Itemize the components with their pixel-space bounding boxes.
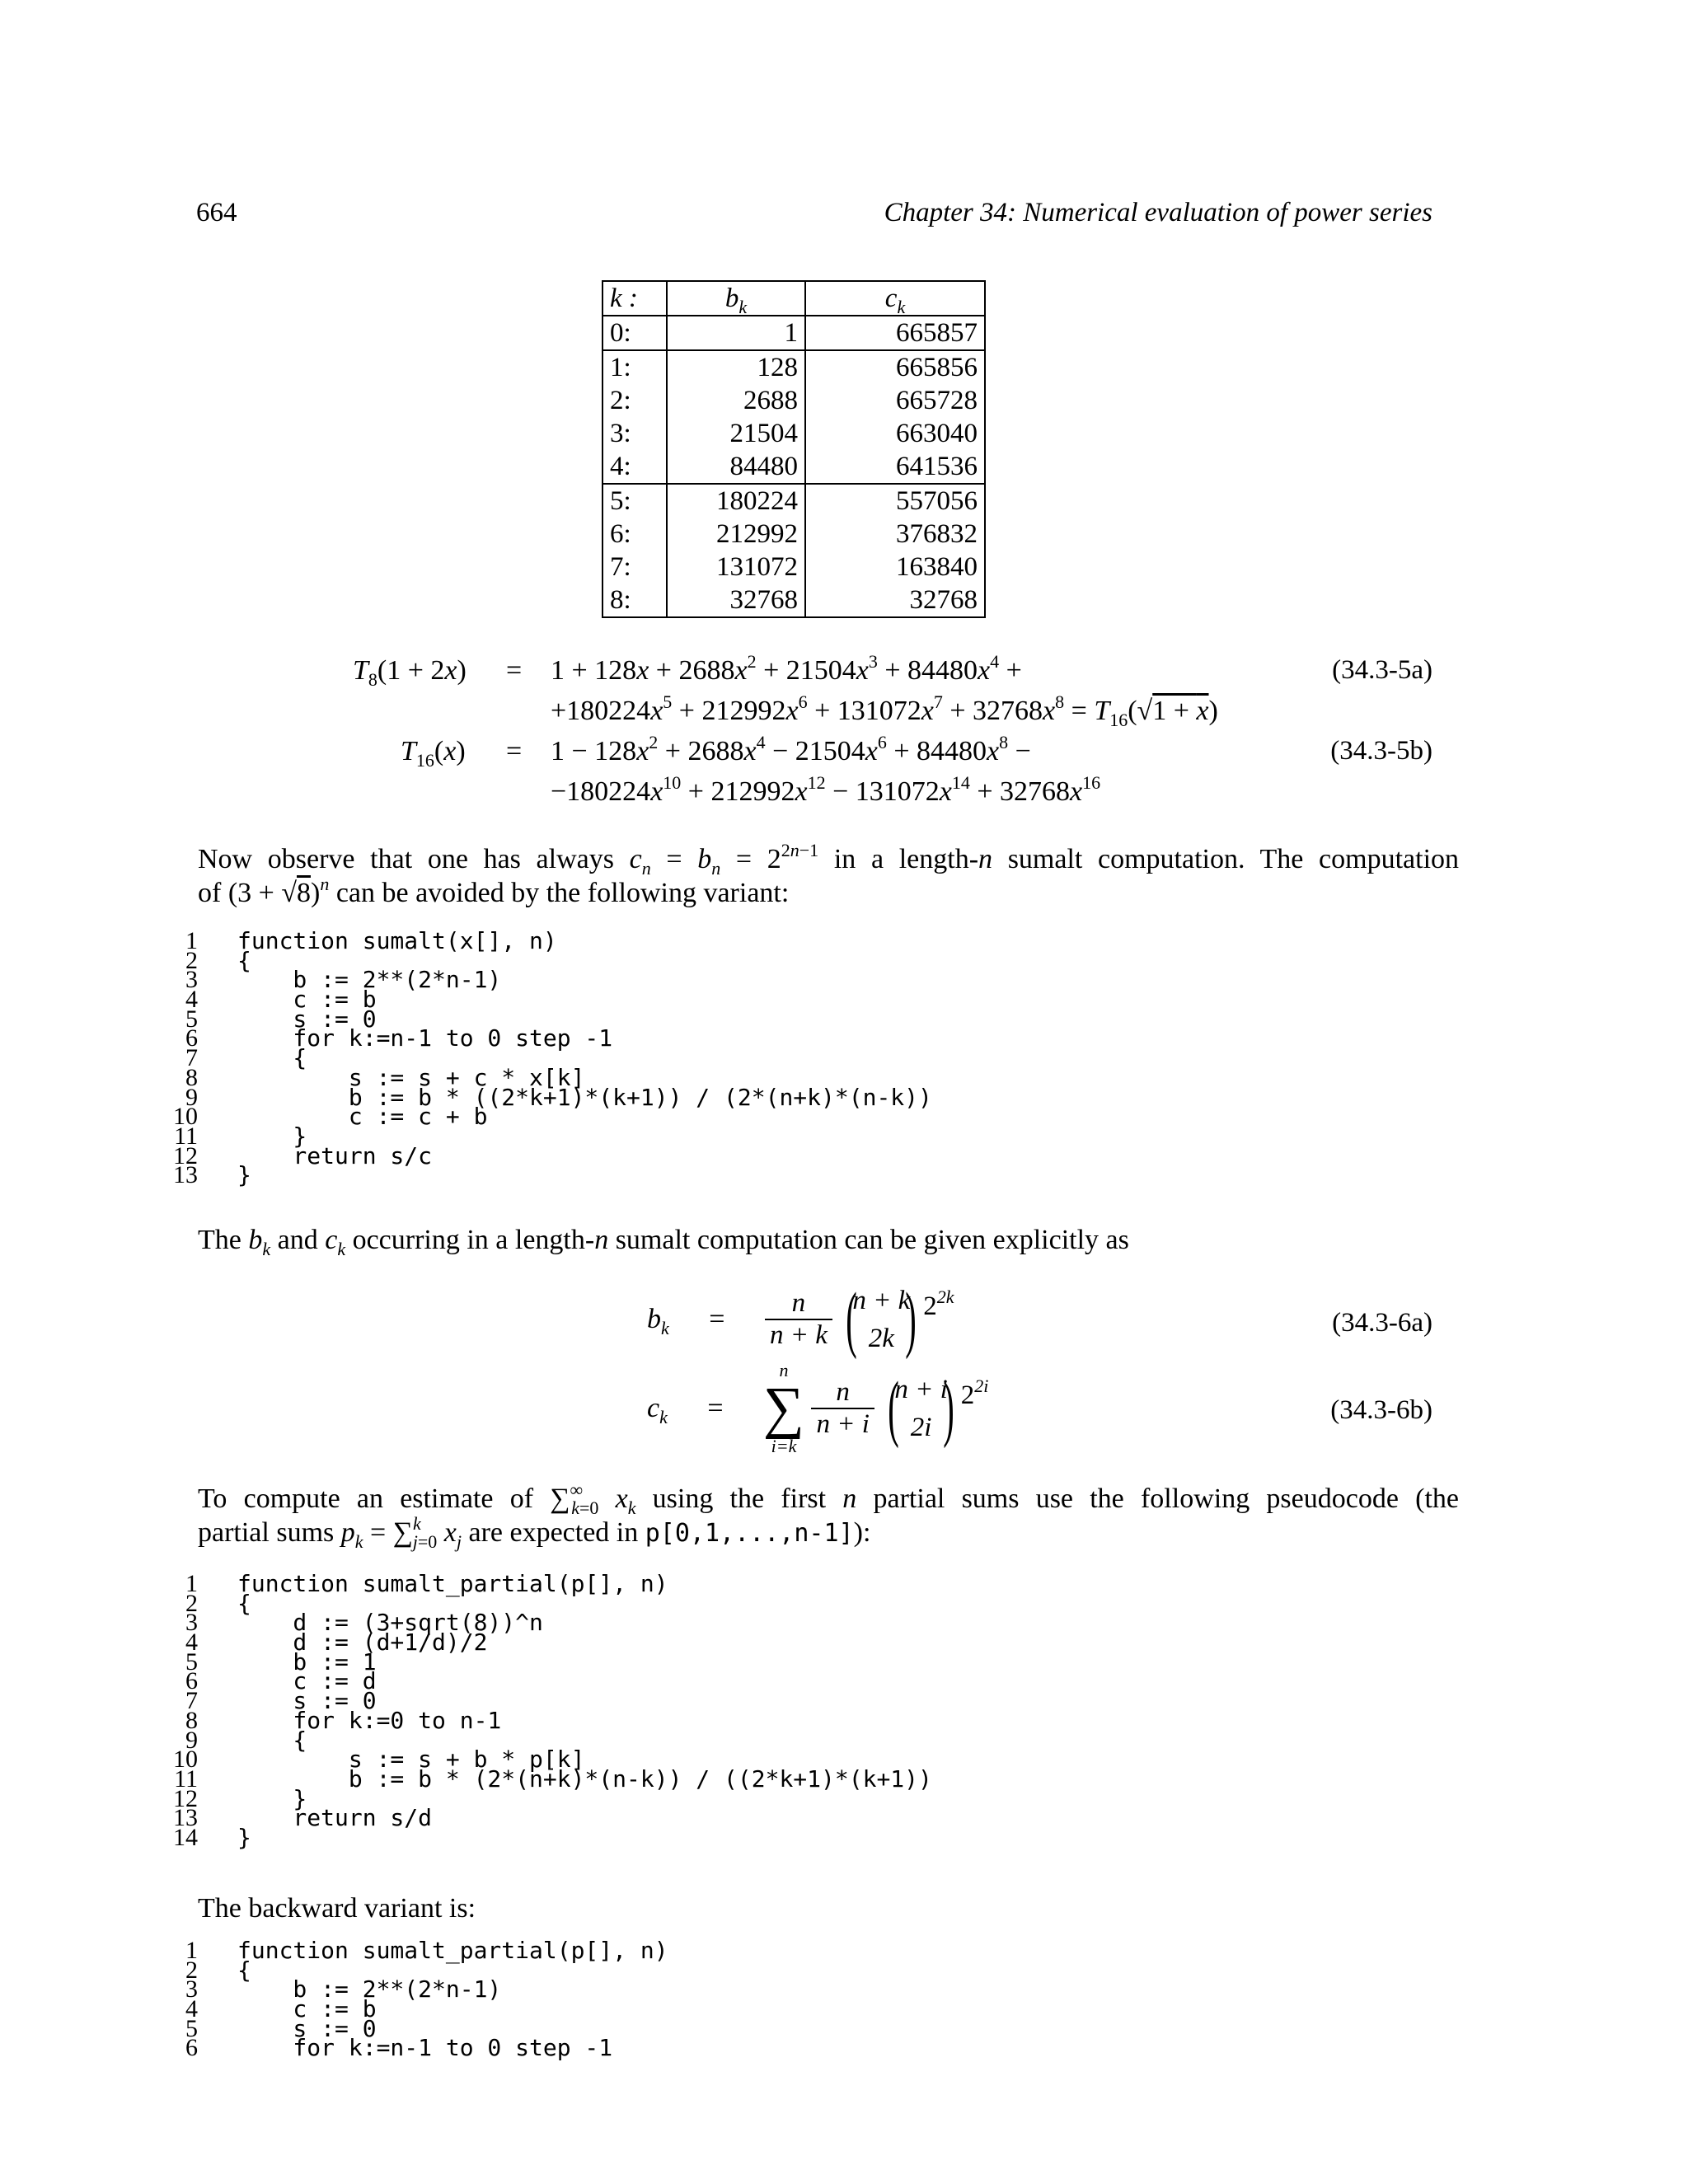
code-text: c := d [237, 1667, 377, 1695]
line-number: 11 [174, 1122, 198, 1150]
code-text: b := 2**(2*n-1) [237, 966, 502, 994]
table-cell-k: 3: [603, 417, 667, 450]
code-text: b := b * ((2*k+1)*(k+1)) / (2*(n+k)*(n-k)) [237, 1083, 932, 1111]
line-number: 5 [185, 2014, 198, 2042]
table-cell-b: 212992 [667, 518, 805, 551]
table-row [603, 583, 985, 617]
line-number: 13 [173, 1161, 198, 1189]
code-text: } [237, 1122, 307, 1150]
line-number: 4 [185, 1629, 198, 1657]
line-number: 2 [185, 1589, 198, 1617]
table-cell-k: 5: [603, 484, 667, 518]
code-text: c := c + b [237, 1103, 488, 1131]
code-text: for k:=0 to n-1 [237, 1706, 502, 1734]
line-number: 10 [173, 1746, 198, 1774]
line-number: 5 [185, 1005, 198, 1033]
code-text: c := b [237, 986, 377, 1014]
code-text: d := (d+1/d)/2 [237, 1629, 488, 1657]
line-number: 6 [185, 1667, 198, 1695]
table-cell-c: 163840 [805, 551, 985, 583]
code-text: { [237, 946, 251, 974]
bk-ck-table [602, 280, 986, 618]
table-cell-b: 84480 [667, 450, 805, 484]
line-number: 3 [185, 1609, 198, 1637]
eq5a-line2: $+180224x^5 + 212992x^6 + 131072x^7 + 32768x^8 = T_{16}(√1 + x)$ [551, 691, 1218, 730]
paragraph-partial-sums: To compute an estimate of $\sum^\infty_{k=0}$ $x_k$ using the first n partial sums use the following pseudocode (the partial sums $p_k = \sum^k_{j=0}$ $x_j$ are expected in p[0,1,...,n-1]): [198, 1479, 1459, 1552]
line-number: 13 [173, 1804, 198, 1832]
table-body [603, 316, 985, 617]
code-line [171, 927, 932, 954]
code-text: { [237, 1726, 307, 1754]
table-cell-b: 2688 [667, 384, 805, 417]
code-text: for k:=n-1 to 0 step -1 [237, 2034, 613, 2062]
line-number: 12 [173, 1784, 198, 1812]
code-listing-sumalt-partial [171, 1570, 932, 1851]
code-text: b := 1 [237, 1647, 377, 1675]
table-cell-k: 1: [603, 350, 667, 384]
line-number: 1 [185, 927, 198, 954]
line-number: 6 [185, 1024, 198, 1052]
line-number: 14 [173, 1823, 198, 1851]
line-number: 8 [185, 1706, 198, 1734]
line-number: 4 [185, 1995, 198, 2023]
table-header-b: $b_k$ [667, 281, 805, 316]
code-text: function sumalt(x[], n) [237, 927, 557, 954]
code-text: } [237, 1823, 251, 1851]
table-cell-b: 32768 [667, 583, 805, 617]
code-text: } [237, 1784, 307, 1812]
line-number: 12 [173, 1141, 198, 1169]
table-cell-b: 131072 [667, 551, 805, 583]
table-cell-c: 641536 [805, 450, 985, 484]
code-line [171, 1804, 932, 1832]
line-number: 10 [173, 1103, 198, 1131]
eq5a-line1: $1 + 128x + 2688x^2 + 21504x^3 + 84480x^4$ + [551, 651, 1022, 686]
table-cell-k: 4: [603, 450, 667, 484]
code-text: s := s + b * p[k] [237, 1746, 585, 1774]
line-number: 7 [185, 1044, 198, 1072]
table-cell-k: 0: [603, 316, 667, 350]
line-number: 1 [185, 1937, 198, 1964]
code-text: s := s + c * x[k] [237, 1063, 585, 1091]
line-number: 2 [185, 1956, 198, 1984]
eq6a-number: (34.3-6a) [1332, 1308, 1432, 1338]
code-text: function sumalt_partial(p[], n) [237, 1570, 668, 1597]
eq5b-line2: $-180224x^{10} + 212992x^{12} - 131072x^{14} + 32768x^{16}$ [551, 772, 1101, 807]
code-text: { [237, 1956, 251, 1984]
table-cell-b: 21504 [667, 417, 805, 450]
code-text: { [237, 1044, 307, 1072]
table-row [603, 484, 985, 518]
code-line [171, 1141, 932, 1169]
code-text: { [237, 1589, 251, 1617]
paragraph-backward-variant: The backward variant is: [198, 1893, 476, 1924]
eq5a-lhs: $T_8(1 + 2x)$ [353, 655, 467, 690]
paragraph-sumalt-intro: Now observe that one has always $c_n = b_n = 2^{2n-1}$ in a length-n sumalt computation. The computation of $(3 + √8)^n$ can be avoided by the following variant: [198, 840, 1460, 908]
code-text: b := b * (2*(n+k)*(n-k)) / ((2*k+1)*(k+1)) [237, 1765, 932, 1793]
code-text: } [237, 1161, 251, 1189]
code-text: return s/c [237, 1141, 433, 1169]
paragraph-explicit-bk-ck: The $b_k$ and $c_k$ occurring in a length-n sumalt computation can be given explicitly as [198, 1225, 1129, 1259]
code-text: s := 0 [237, 1687, 377, 1715]
code-text: s := 0 [237, 1005, 377, 1033]
table-cell-k: 2: [603, 384, 667, 417]
table-row [603, 417, 985, 450]
table-cell-c: 665856 [805, 350, 985, 384]
eq5b-equals: = [506, 736, 523, 766]
code-text: s := 0 [237, 2014, 377, 2042]
table-cell-k: 6: [603, 518, 667, 551]
table-cell-k: 7: [603, 551, 667, 583]
table-row [603, 384, 985, 417]
table-cell-c: 376832 [805, 518, 985, 551]
table-cell-c: 665728 [805, 384, 985, 417]
code-text: return s/d [237, 1804, 433, 1832]
line-number: 3 [185, 1975, 198, 2004]
table-cell-c: 32768 [805, 583, 985, 617]
eq5a-equals: = [506, 655, 523, 686]
line-number: 2 [185, 946, 198, 974]
table-cell-b: 128 [667, 350, 805, 384]
line-number: 8 [185, 1063, 198, 1091]
code-line [171, 1570, 932, 1597]
running-title: Chapter 34: Numerical evaluation of power series [884, 198, 1432, 227]
table-row [603, 518, 985, 551]
eq5b-line1: $1 - 128x^2 + 2688x^4 - 21504x^6 + 84480x^8$ − [551, 732, 1031, 766]
eq5b-lhs: $T_{16}(x)$ [401, 736, 466, 771]
line-number: 5 [185, 1647, 198, 1675]
eq6b-number: (34.3-6b) [1330, 1395, 1432, 1425]
code-listing-backward [171, 1937, 668, 2062]
code-line [171, 2034, 668, 2062]
table-header-k: k : [603, 281, 667, 316]
line-number: 6 [185, 2034, 198, 2062]
eq6a: $b_k$ = $\frac{n}{n + k}$ ( n + k 2k ) $2^{2k}$ [647, 1278, 954, 1360]
line-number: 1 [185, 1570, 198, 1597]
code-text: b := 2**(2*n-1) [237, 1975, 502, 2004]
code-text: for k:=n-1 to 0 step -1 [237, 1024, 613, 1052]
code-listing-sumalt [171, 927, 932, 1189]
line-number: 9 [185, 1726, 198, 1754]
table-cell-c: 665857 [805, 316, 985, 350]
table-cell-b: 180224 [667, 484, 805, 518]
eq6b: $c_k$ = n ∑ i=k $\frac{n}{n + i}$ ( n + i 2i ) $2^{2i}$ [647, 1360, 989, 1456]
table-cell-k: 8: [603, 583, 667, 617]
table-cell-c: 663040 [805, 417, 985, 450]
line-number: 9 [185, 1083, 198, 1111]
table-row [603, 350, 985, 384]
table-cell-b: 1 [667, 316, 805, 350]
eq5b-number: (34.3-5b) [1330, 736, 1432, 766]
code-text: d := (3+sqrt(8))^n [237, 1609, 543, 1637]
line-number: 4 [185, 986, 198, 1014]
line-number: 11 [174, 1765, 198, 1793]
table-row [603, 316, 985, 350]
table-header-c: $c_k$ [805, 281, 985, 316]
code-text: function sumalt_partial(p[], n) [237, 1937, 668, 1964]
page-number: 664 [196, 198, 237, 227]
table-cell-c: 557056 [805, 484, 985, 518]
table-row [603, 450, 985, 484]
table-row [603, 551, 985, 583]
code-text: c := b [237, 1995, 377, 2023]
line-number: 7 [185, 1687, 198, 1715]
line-number: 3 [185, 966, 198, 994]
eq5a-number: (34.3-5a) [1332, 655, 1432, 685]
